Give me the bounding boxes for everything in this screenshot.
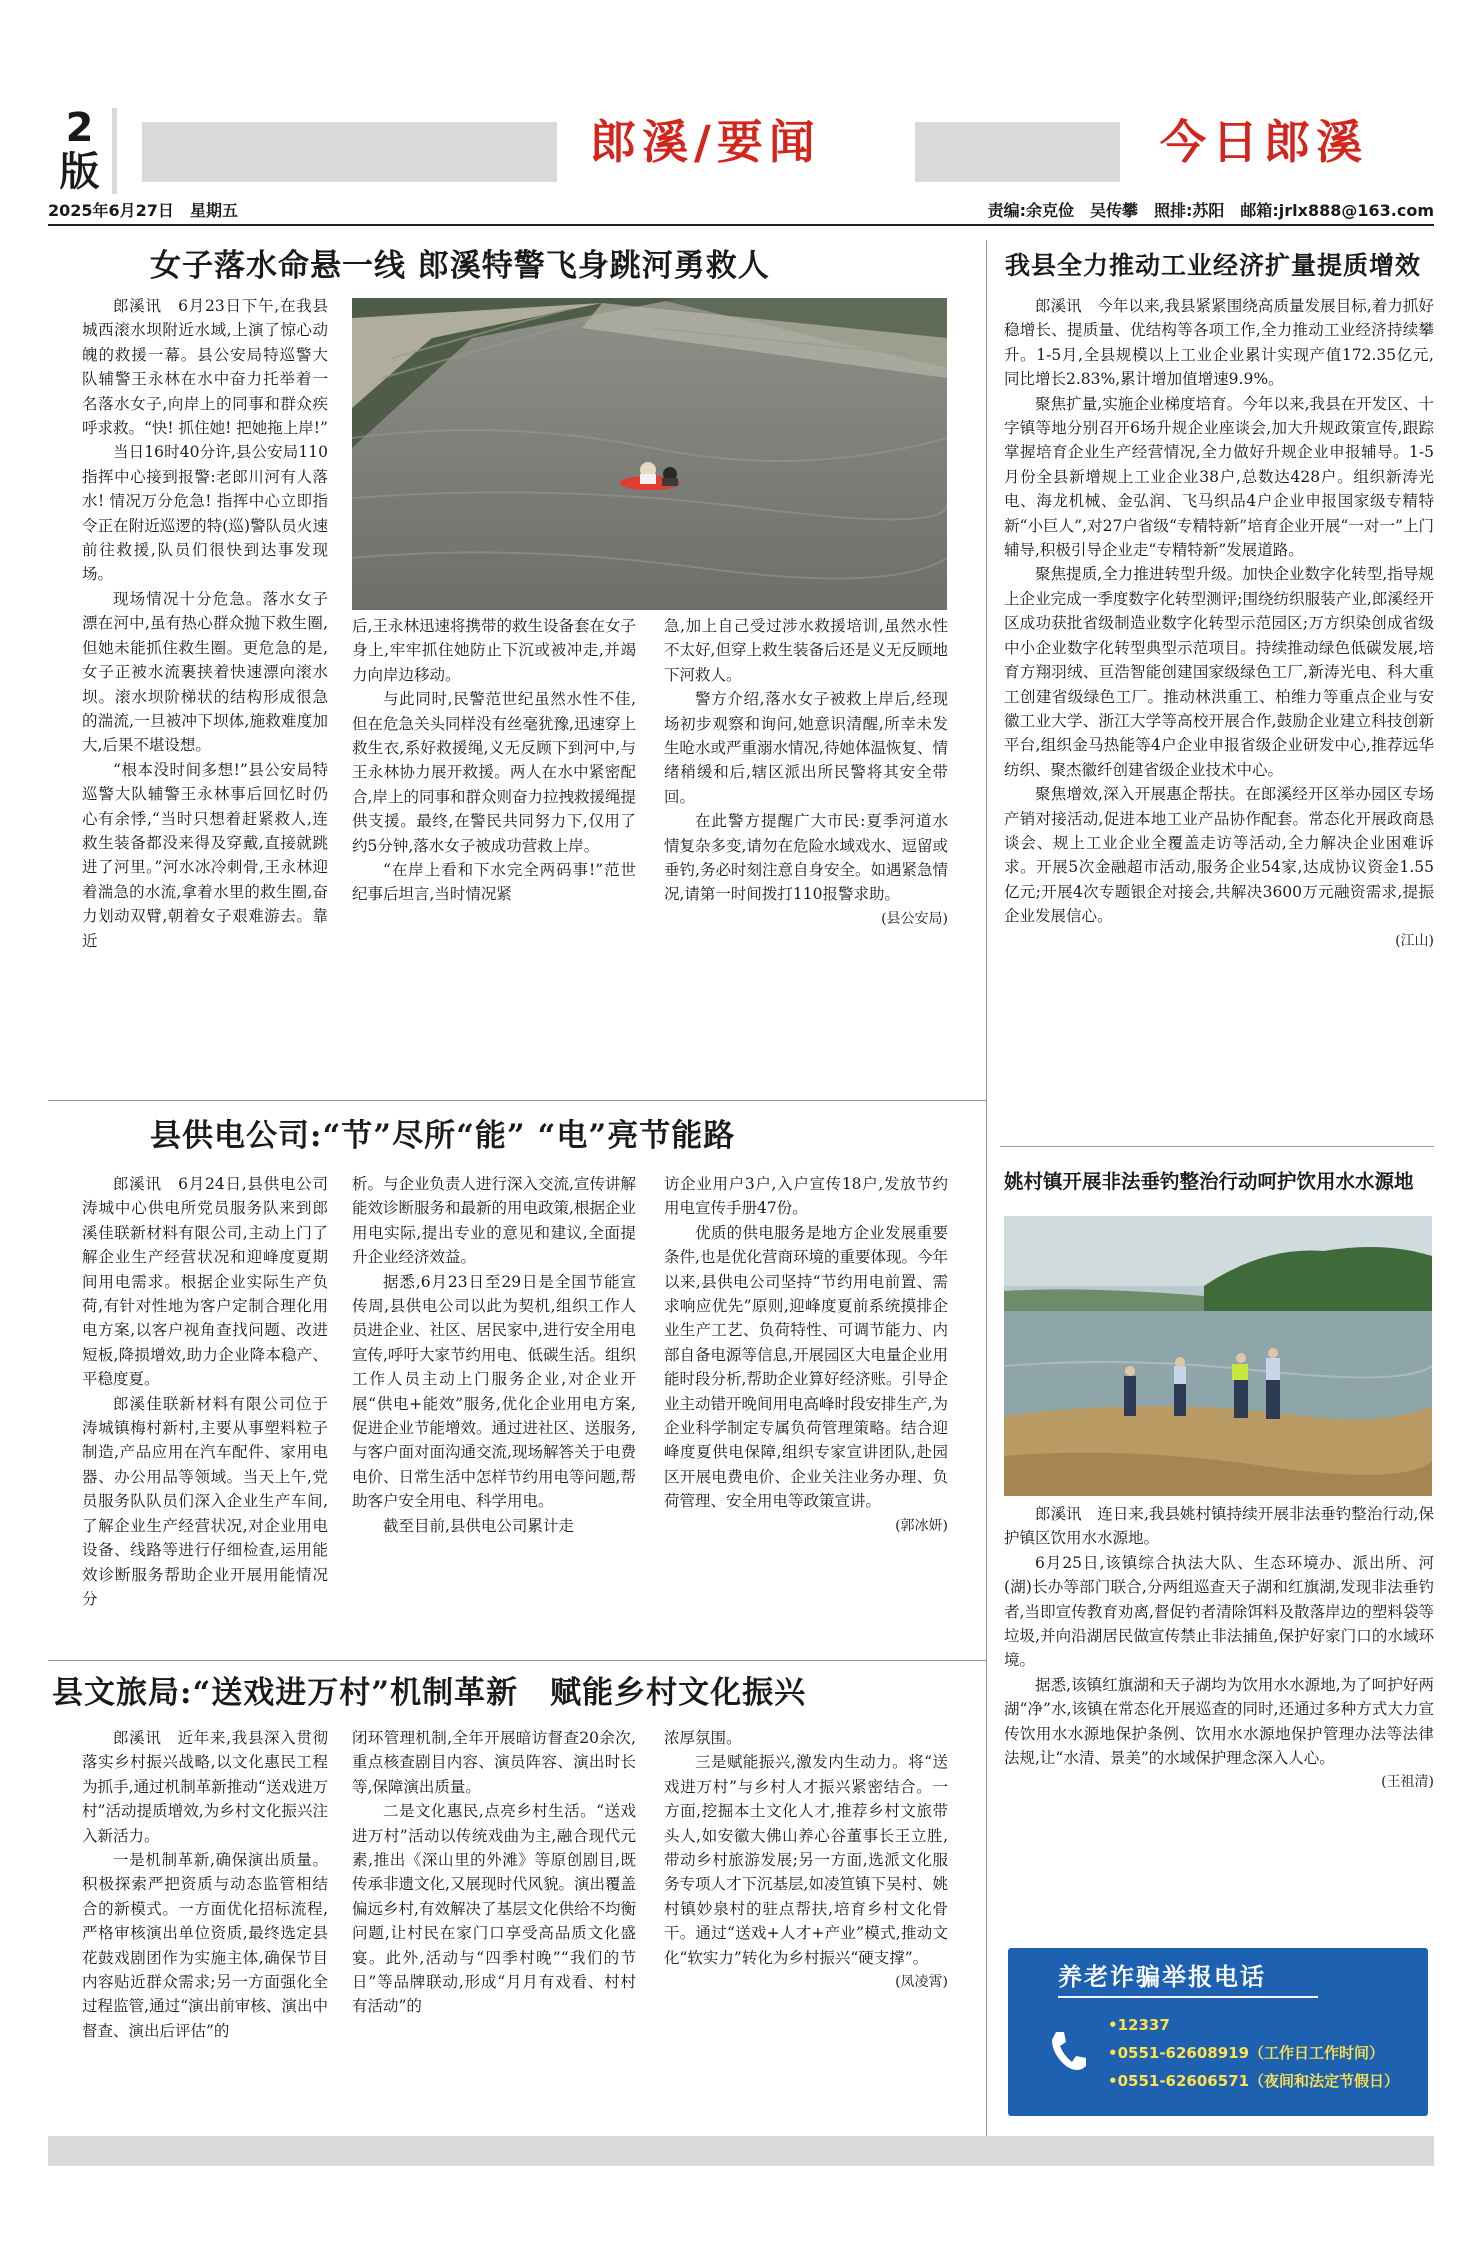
article1-para: 在此警方提醒广大市民:夏季河道水情复杂多变,请勿在危险水域戏水、逗留或垂钓,务必时刻注意自身安全。如遇紧急情况,请第一时间拨打110报警求助。 <box>664 812 948 904</box>
article3-para: 郎溪佳联新材料有限公司位于涛城镇梅村新村,主要从事塑料粒子制造,产品应用在汽车配件、家用电器、办公用品等领域。当天上午,党员服务队队员们深入企业生产车间,了解企业生产经营状况,对企业用电设备、线路等进行仔细检查,运用能效诊断服务帮助企业开展用能情况分 <box>82 1394 328 1608</box>
article2-para: 聚焦提质,全力推进转型升级。加快企业数字化转型,指导规上企业完成一季度数字化转型测评;围绕纺织服装产业,郎溪经开区成功获批省级制造业数字化转型示范园区;万方织染创成省级中小企业数字化转型典型示范项目。持续推动绿色低碳发展,培育方翔羽绒、亘浩智能创建国家级绿色工厂,新涛光电、科大重工创建省级绿色工厂。推动林洪重工、柏维力等重点企业与安徽工业大学、浙江大学等高校开展合作,鼓励企业建立科技创新平台,组织金马热能等4户企业申报省级企业研发中心,推荐远华纺织、聚杰徽纤创建省级企业技术中心。 <box>1004 565 1434 779</box>
article1-col1 <box>82 294 328 1046</box>
article4-body <box>1004 1502 1434 1932</box>
article1-para: 急,加上自己受过涉水救援培训,虽然水性不太好,但穿上救生装备后还是义无反顾地下河救人。 <box>664 617 948 684</box>
weekday: 星期五 <box>189 201 238 220</box>
article5-para: 郎溪讯 近年来,我县深入贯彻落实乡村振兴战略,以文化惠民工程为抓手,通过机制革新推动“送戏进万村”活动提质增效,为乡村文化振兴注入新活力。 <box>82 1729 328 1845</box>
column-rule <box>986 240 987 2140</box>
article3-para: 访企业用户3户,入户宣传18户,发放节约用电宣传手册47份。 <box>664 1175 948 1218</box>
article4-title: 姚村镇开展非法垂钓整治行动呵护饮用水水源地 <box>1004 1170 1414 1193</box>
article2-signature: (江山) <box>1395 932 1434 949</box>
article3-col3 <box>664 1172 948 1642</box>
article5-para: 闭环管理机制,全年开展暗访督查20余次,重点核查剧目内容、演员阵容、演出时长等,保障演出质量。 <box>352 1729 636 1796</box>
article2-para: 聚焦增效,深入开展惠企帮扶。在郎溪经开区举办园区专场产销对接活动,促进本地工业产品协作配套。常态化开展政商恳谈会、规上工业企业全覆盖走访等活动,全力解决企业困难诉求。开展5次金融超市活动,服务企业54家,达成协议资金1.55亿元;开展4次专题银企对接会,共解决3600万元融资需求,提振企业发展信心。 <box>1004 785 1434 926</box>
page-number: 2 <box>65 105 94 151</box>
article4-para: 郎溪讯 连日来,我县姚村镇持续开展非法垂钓整治行动,保护镇区饮用水水源地。 <box>1004 1505 1434 1548</box>
masthead-rule <box>48 224 1434 226</box>
article1-col2 <box>352 614 636 1046</box>
article5-para: 浓厚氛围。 <box>664 1729 742 1747</box>
section-title: 郎溪/要闻 <box>590 115 821 169</box>
article3-col1 <box>82 1172 328 1642</box>
article3-para: 据悉,6月23日至29日是全国节能宣传周,县供电公司以此为契机,组织工作人员进企业、社区、居民家中,进行安全用电宣传,呼吁大家节约用电、低碳生活。组织工作人员主动上门服务企业,对企业开展“供电+能效”服务,优化企业用电方案,促进企业节能增效。通过进社区、送服务,与客户面对面沟通交流,现场解答关于电费电价、日常生活中怎样节约用电等问题,帮助客户安全用电、科学用电。 <box>352 1272 636 1511</box>
rescue-photo <box>352 298 947 610</box>
fraud-hotline-ad <box>1008 1948 1428 2116</box>
article3-para: 优质的供电服务是地方企业发展重要条件,也是优化营商环境的重要体现。今年以来,县供电公司坚持“节约用电前置、需求响应优先”原则,迎峰度夏前系统摸排企业生产工艺、负荷特性、可调节能力、内部自备电源等信息,开展园区大电量企业用能时段分析,帮助企业算好经济账。引导企业主动错开晚间用电高峰时段安排生产,为企业科学制定专属负荷管理策略。结合迎峰度夏供电保障,组织专家宣讲团队,赴园区开展电费电价、企业关注业务办理、负荷管理、安全用电等政策宣讲。 <box>664 1223 948 1511</box>
article5-signature: (凤凌霄) <box>895 1974 948 1991</box>
article1-para: “根本没时间多想!”县公安局特巡警大队辅警王永林事后回忆时仍心有余悸,“当时只想着赶紧救人,连救生装备都没来得及穿戴,直接就跳进了河里。”河水冰冷刺骨,王永林迎着湍急的水流,拿着水里的救生圈,奋力划动双臂,朝着女子艰难游去。靠近 <box>82 760 328 950</box>
editor-credits: 责编:余克俭 吴传攀 照排:苏阳 邮箱:jrlx888@163.com <box>987 201 1434 220</box>
masthead-divider <box>112 108 117 194</box>
article5-para: 二是文化惠民,点亮乡村生活。“送戏进万村”活动以传统戏曲为主,融合现代元素,推出《深山里的外滩》等原创剧目,既传承非遗文化,又展现时代风貌。演出覆盖偏远乡村,有效解决了基层文化供给不均衡问题,让村民在家门口享受高品质文化盛宴。此外,活动与“四季村晚”“我们的节日”等品牌联动,形成“月月有戏看、村村有活动”的 <box>352 1802 636 2016</box>
article1-para: 郎溪讯 6月23日下午,在我县城西滚水坝附近水域,上演了惊心动魄的救援一幕。县公安局特巡警大队辅警王永林在水中奋力托举着一名落水女子,向岸上的同事和群众疾呼求救。“快! 抓住她! 把她拖上岸!” <box>82 297 328 438</box>
article1-para: “在岸上看和下水完全两码事!”范世纪事后坦言,当时情况紧 <box>352 861 636 904</box>
lake-photo <box>1004 1216 1432 1496</box>
article1-para: 与此同时,民警范世纪虽然水性不佳,但在危急关头同样没有丝毫犹豫,迅速穿上救生衣,系好救援绳,义无反顾下到河中,与王永林协力展开救援。两人在水中紧密配合,岸上的同事和群众则奋力拉拽救援绳提供支援。最终,在警民共同努力下,仅用了约5分钟,落水女子被成功营救上岸。 <box>352 690 636 855</box>
date: 2025年6月27日 <box>48 201 174 220</box>
article1-signature: (县公安局) <box>881 910 948 927</box>
article1-para: 后,王永林迅速将携带的救生设备套在女子身上,牢牢抓住她防止下沉或被冲走,并竭力向岸边移动。 <box>352 617 636 684</box>
article2-title: 我县全力推动工业经济扩量提质增效 <box>1005 251 1422 280</box>
paper-name: 今日郎溪 <box>1160 115 1368 169</box>
article1-para: 警方介绍,落水女子被救上岸后,经现场初步观察和询问,她意识清醒,所幸未发生呛水或严重溺水情况,待她体温恢复、情绪稍缓和后,辖区派出所民警将其安全带回。 <box>664 690 948 806</box>
footer-bar <box>48 2136 1434 2166</box>
article5-para: 三是赋能振兴,激发内生动力。将“送戏进万村”与乡村人才振兴紧密结合。一方面,挖掘本土文化人才,推荐乡村文旅带头人,如安徽大佛山养心谷董事长王立胜,带动乡村旅游发展;另一方面,选派文化服务专项人才下沉基层,如凌笪镇下吴村、姚村镇妙泉村的驻点帮扶,培育乡村文化骨干。通过“送戏+人才+产业”模式,推动文化“软实力”转化为乡村振兴“硬支撑”。 <box>664 1753 948 1967</box>
article2-para: 聚焦扩量,实施企业梯度培育。今年以来,我县在开发区、十字镇等地分别召开6场升规企业座谈会,加大升规政策宣传,跟踪掌握培育企业生产经营情况,全力做好升规企业申报辅导。1-5月份全县新增规上工业企业38户,总数达428户。组织新涛光电、海龙机械、金弘润、飞马织品4户企业申报国家级专精特新“小巨人”,对27户省级“专精特新”培育企业开展“一对一”上门辅导,积极引导企业走“专精特新”发展道路。 <box>1004 394 1434 560</box>
masthead-banner-right <box>915 122 1120 182</box>
article1-para: 当日16时40分许,县公安局110指挥中心接到报警:老郎川河有人落水! 情况万分危急! 指挥中心立即指令正在附近巡逻的特(巡)警队员火速前往救援,队员们很快到达事发现场。 <box>82 443 328 584</box>
article5-col3 <box>664 1726 948 2126</box>
section-rule <box>48 1660 986 1661</box>
article3-title: 县供电公司:“节”尽所“能” “电”亮节能路 <box>150 1118 736 1154</box>
phone-icon <box>1048 2028 1088 2074</box>
article2-body <box>1004 294 1434 1084</box>
article3-para: 截至目前,县供电公司累计走 <box>383 1516 574 1535</box>
ad-line-2: •0551-62608919（工作日工作时间） <box>1108 2044 1385 2062</box>
article1-para: 现场情况十分危急。落水女子漂在河中,虽有热心群众抛下救生圈,但她未能抓住救生圈。更危急的是,女子正被水流裹挟着快速漂向滚水坝。滚水坝阶梯状的结构形成很急的湍流,一旦被冲下坝体,施救难度加大,后果不堪设想。 <box>82 589 328 755</box>
article3-para: 析。与企业负责人进行深入交流,宣传讲解能效诊断服务和最新的用电政策,根据企业用电实际,提出专业的意见和建议,全面提升企业经济效益。 <box>352 1175 636 1267</box>
article2-para: 郎溪讯 今年以来,我县紧紧围绕高质量发展目标,着力抓好稳增长、提质量、优结构等各项工作,全力推动工业经济持续攀升。1-5月,全县规模以上工业企业累计实现产值172.35亿元,同比增长2.83%,累计增加值增速9.9%。 <box>1004 297 1434 389</box>
page-suffix: 版 <box>59 149 100 195</box>
article3-para: 郎溪讯 6月24日,县供电公司涛城中心供电所党员服务队来到郎溪佳联新材料有限公司,主动上门了解企业生产经营状况和迎峰度夏期间用电需求。根据企业实际生产负荷,有针对性地为客户定制合理化用电方案,以客户视角查找问题、改进短板,降损增效,助力企业降本稳产、平稳度夏。 <box>82 1175 328 1389</box>
article4-para: 据悉,该镇红旗湖和天子湖均为饮用水水源地,为了呵护好两湖“净”水,该镇在常态化开展巡查的同时,还通过多种方式大力宣传饮用水水源地保护条例、饮用水水源地保护管理办法等法律法规,让“水清、景美”的水域保护理念深入人心。 <box>1004 1675 1434 1768</box>
masthead-banner-left <box>142 122 557 182</box>
article3-col2 <box>352 1172 636 1642</box>
article5-col2 <box>352 1726 636 2126</box>
article5-title: 县文旅局:“送戏进万村”机制革新 赋能乡村文化振兴 <box>52 1675 807 1711</box>
ad-title-underline <box>1058 1996 1318 1998</box>
ad-title: 养老诈骗举报电话 <box>1058 1963 1266 1991</box>
article4-signature: (王祖清) <box>1381 1774 1434 1791</box>
article4-para: 6月25日,该镇综合执法大队、生态环境办、派出所、河(湖)长办等部门联合,分两组巡查天子湖和红旗湖,发现非法垂钓者,当即宣传教育劝离,督促钓者清除饵料及散落岸边的塑料袋等垃圾,并向沿湖居民做宣传禁止非法捕鱼,保护好家门口的水域环境。 <box>1004 1553 1434 1670</box>
ad-line-3: •0551-62606571（夜间和法定节假日） <box>1108 2072 1400 2090</box>
article3-signature: (郭冰妍) <box>895 1517 948 1534</box>
issue-date <box>48 200 238 222</box>
section-rule <box>1000 1146 1434 1147</box>
article1-col3 <box>664 614 948 1046</box>
ad-line-1: •12337 <box>1108 2016 1170 2034</box>
article5-col1 <box>82 1726 328 2126</box>
section-rule <box>48 1100 986 1101</box>
article5-para: 一是机制革新,确保演出质量。积极探索严把资质与动态监管相结合的新模式。一方面优化招标流程,严格审核演出单位资质,最终选定县花鼓戏剧团作为实施主体,确保节目内容贴近群众需求;另一方面强化全过程监管,通过“演出前审核、演出中督查、演出后评估”的 <box>82 1851 328 2040</box>
article1-title: 女子落水命悬一线 郎溪特警飞身跳河勇救人 <box>150 248 770 284</box>
